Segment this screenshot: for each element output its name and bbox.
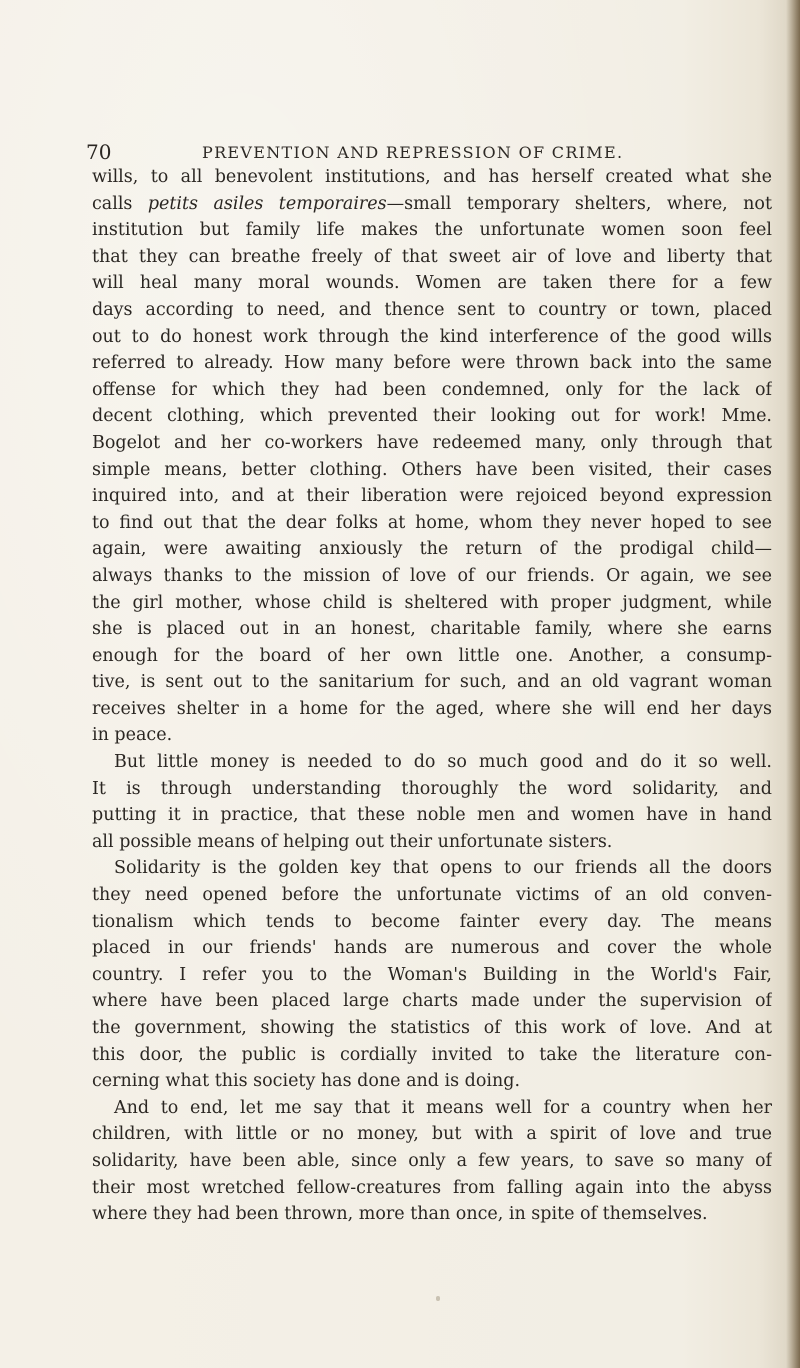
text-line: they need opened before the unfortunate victims of an old conven- [92, 885, 772, 906]
text-line: the girl mother, whose child is sheltered with proper judgment, while [92, 592, 772, 613]
text-line: referred to already. How many before were thrown back into the same [92, 353, 772, 374]
paragraph-start-line: Solidarity is the golden key that opens to our friends all the doors [114, 858, 772, 879]
page-binding-shadow [786, 0, 800, 1368]
body-text [92, 164, 772, 1228]
text-line: institution but family life makes the unfortunate women soon feel [92, 220, 772, 241]
paragraph-start-line: And to end, let me say that it means well for a country when her [114, 1097, 772, 1118]
text-line: solidarity, have been able, since only a few years, to save so many of [92, 1150, 772, 1171]
text-line [92, 191, 772, 218]
text-line: tive, is sent out to the sanitarium for such, and an old vagrant woman [92, 672, 772, 693]
text-line: she is placed out in an honest, charitable family, where she earns [92, 619, 772, 640]
italic-phrase: petits asiles temporaires [147, 193, 387, 214]
paragraph-end-line: in peace. [92, 725, 173, 746]
text-line: will heal many moral wounds. Women are taken there for a few [92, 273, 772, 294]
text-line: putting it in practice, that these noble men and women have in hand [92, 805, 772, 826]
text-line: days according to need, and thence sent to country or town, placed [92, 299, 772, 320]
paper-speck [436, 1296, 440, 1301]
text-line: inquired into, and at their liberation were rejoiced beyond expression [92, 486, 772, 507]
text-line: country. I refer you to the Woman's Building in the World's Fair, [92, 964, 772, 985]
text-line: out to do honest work through the kind interference of the good wills [92, 326, 772, 347]
text-fragment: —small temporary shelters, where, not [386, 193, 772, 214]
text-line: offense for which they had been condemned, only for the lack of [92, 379, 772, 400]
text-line: children, with little or no money, but with a spirit of love and true [92, 1124, 772, 1145]
text-line: decent clothing, which prevented their looking out for work! Mme. [92, 406, 772, 427]
text-line: It is through understanding thoroughly the word solidarity, and [92, 778, 772, 799]
running-head: PREVENTION AND REPRESSION OF CRIME. [202, 143, 624, 162]
text-fragment: calls [92, 193, 148, 214]
text-line: their most wretched fellow-creatures from falling again into the abyss [92, 1177, 772, 1198]
text-line: to find out that the dear folks at home, whom they never hoped to see [92, 512, 772, 533]
text-line: wills, to all benevolent institutions, and has herself created what she [92, 167, 772, 187]
text-line: receives shelter in a home for the aged, where she will end her days [92, 698, 772, 719]
text-line: this door, the public is cordially invited to take the literature con- [92, 1044, 772, 1065]
paragraph-end-line: all possible means of helping out their unfortunate sisters. [92, 831, 613, 852]
text-line: again, were awaiting anxiously the return of the prodigal child— [92, 539, 772, 560]
text-line: placed in our friends' hands are numerous and cover the whole [92, 938, 772, 959]
text-line: Bogelot and her co-workers have redeemed many, only through that [92, 432, 772, 453]
paragraph-end-line: where they had been thrown, more than once, in spite of themselves. [92, 1204, 708, 1225]
paragraph-start-line: But little money is needed to do so much good and do it so well. [114, 752, 772, 773]
text-line: that they can breathe freely of that sweet air of love and liberty that [92, 246, 772, 267]
paragraph-end-line: cerning what this society has done and is doing. [92, 1071, 521, 1092]
text-line: always thanks to the mission of love of our friends. Or again, we see [92, 565, 772, 586]
text-line: where have been placed large charts made under the supervision of [92, 991, 772, 1012]
page-number: 70 [86, 140, 112, 164]
text-line: enough for the board of her own little one. Another, a consump- [92, 645, 772, 666]
text-line: the government, showing the statistics of this work of love. And at [92, 1018, 772, 1038]
text-line: tionalism which tends to become fainter every day. The means [92, 911, 772, 932]
text-line: simple means, better clothing. Others have been visited, their cases [92, 459, 772, 480]
